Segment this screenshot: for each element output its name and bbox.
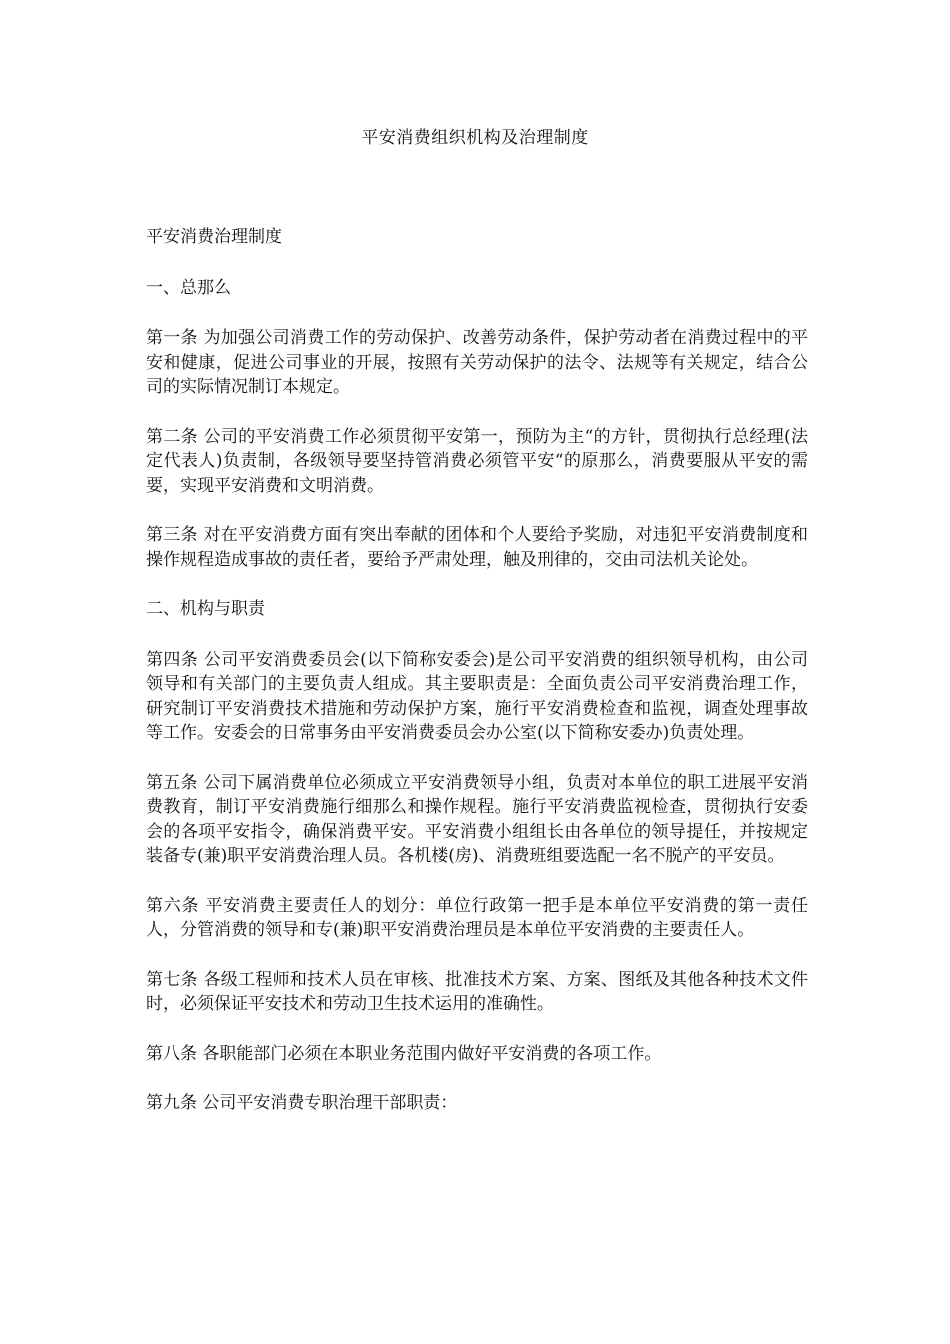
document-body xyxy=(146,225,808,1141)
article-4: 第四条 公司平安消费委员会(以下简称安委会)是公司平安消费的组织领导机构，由公司领导和有关部门的主要负责人组成。其主要职责是：全面负责公司平安消费治理工作，研究制订平安消费技术措施和劳动保护方案，施行平安消费检查和监视，调查处理事故等工作。安委会的日常事务由平安消费委员会办公室(以下简称安委办)负责处理。 xyxy=(146,649,808,743)
article-8: 第八条 各职能部门必须在本职业务范围内做好平安消费的各项工作。 xyxy=(146,1043,662,1064)
article-6: 第六条 平安消费主要责任人的划分：单位行政第一把手是本单位平安消费的第一责任人，分管消费的领导和专(兼)职平安消费治理员是本单位平安消费的主要责任人。 xyxy=(146,895,808,940)
document-subtitle: 平安消费治理制度 xyxy=(146,227,282,247)
document-title: 平安消费组织机构及治理制度 xyxy=(361,128,589,148)
article-9: 第九条 公司平安消费专职治理干部职责： xyxy=(146,1093,458,1113)
section-heading-general: 一、总那么 xyxy=(146,277,231,298)
article-3: 第三条 对在平安消费方面有突出奉献的团体和个人要给予奖励，对违犯平安消费制度和操作规程造成事故的责任者，要给予严肃处理，触及刑律的，交由司法机关论处。 xyxy=(146,525,808,570)
article-7: 第七条 各级工程师和技术人员在审核、批准技术方案、方案、图纸及其他各种技术文件时，必须保证平安技术和劳动卫生技术运用的准确性。 xyxy=(146,969,808,1014)
article-2: 第二条 公司的平安消费工作必须贯彻平安第一，预防为主“的方针，贯彻执行总经理(法定代表人)负责制，各级领导要坚持管消费必须管平安“的原那么，消费要服从平安的需要，实现平安消费和文明消费。 xyxy=(146,426,808,496)
article-5: 第五条 公司下属消费单位必须成立平安消费领导小组，负责对本单位的职工进展平安消费教育，制订平安消费施行细那么和操作规程。施行平安消费监视检查，贯彻执行安委会的各项平安指令，确保消费平安。平安消费小组组长由各单位的领导提任，并按规定装备专(兼)职平安消费治理人员。各机楼(房)、消费班组要选配一名不脱产的平安员。 xyxy=(146,772,808,866)
section-heading-organization: 二、机构与职责 xyxy=(146,599,265,619)
article-1: 第一条 为加强公司消费工作的劳动保护、改善劳动条件，保护劳动者在消费过程中的平安和健康，促进公司事业的开展，按照有关劳动保护的法令、法规等有关规定，结合公司的实际情况制订本规定。 xyxy=(146,328,808,397)
